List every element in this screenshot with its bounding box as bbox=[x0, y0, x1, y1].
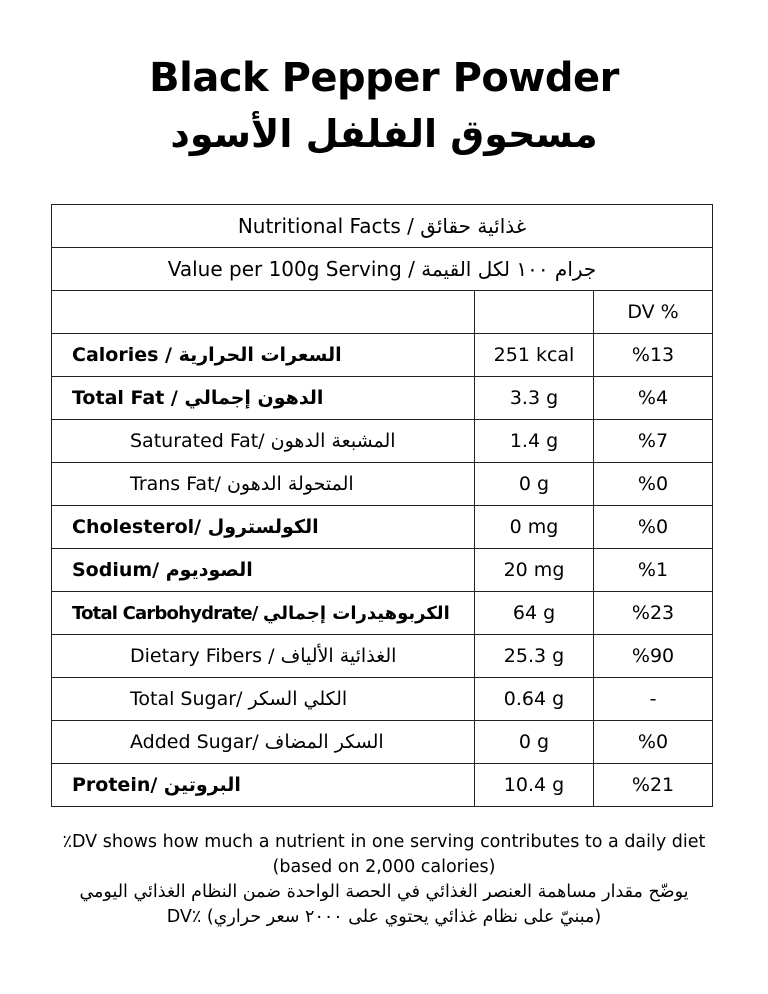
nutrient-value: 10.4 g bbox=[475, 764, 594, 807]
table-row bbox=[52, 377, 713, 420]
footer-line-ar-note: (مبنيّ على نظام غذائي يحتوي على ٢٠٠٠ سعر حراري) ٪DV bbox=[166, 907, 602, 927]
nutrient-value: 64 g bbox=[475, 592, 594, 635]
nutrient-dv: %4 bbox=[594, 377, 713, 420]
table-row bbox=[52, 764, 713, 807]
nutrient-name: Cholesterol/ الكولسترول bbox=[52, 506, 475, 549]
nutrient-value: 0 mg bbox=[475, 506, 594, 549]
footer-note bbox=[0, 830, 768, 930]
serving-row bbox=[52, 248, 713, 291]
table-row bbox=[52, 721, 713, 764]
nutrient-dv: %0 bbox=[594, 463, 713, 506]
table-heading-row bbox=[52, 205, 713, 248]
table-heading: Nutritional Facts / غذائية حقائق bbox=[52, 205, 713, 248]
nutrient-name: Added Sugar/ السكر المضاف bbox=[52, 721, 475, 764]
nutrient-name: Total Sugar/ الكلي السكر bbox=[52, 678, 475, 721]
table-row bbox=[52, 334, 713, 377]
title-english: Black Pepper Powder bbox=[149, 55, 619, 101]
footer-line-en: ٪DV shows how much a nutrient in one serving contributes to a daily diet bbox=[62, 832, 706, 852]
nutrient-name: Total Fat / الدهون إجمالي bbox=[52, 377, 475, 420]
nutrient-name: Saturated Fat/ المشبعة الدهون bbox=[52, 420, 475, 463]
nutrient-value: 25.3 g bbox=[475, 635, 594, 678]
nutrient-dv: %90 bbox=[594, 635, 713, 678]
nutrient-dv: %1 bbox=[594, 549, 713, 592]
serving-info: Value per 100g Serving / جرام ١٠٠ لكل القيمة bbox=[52, 248, 713, 291]
nutrient-value: 251 kcal bbox=[475, 334, 594, 377]
nutrient-dv: %7 bbox=[594, 420, 713, 463]
nutrient-name: Protein/ البروتين bbox=[52, 764, 475, 807]
table-row bbox=[52, 592, 713, 635]
header-empty-cell bbox=[475, 291, 594, 334]
table-row bbox=[52, 420, 713, 463]
nutrient-name: Sodium/ الصوديوم bbox=[52, 549, 475, 592]
dv-header: DV % bbox=[594, 291, 713, 334]
title-arabic: مسحوق الفلفل الأسود bbox=[170, 112, 598, 156]
nutrient-value: 0 g bbox=[475, 463, 594, 506]
nutrient-dv: %0 bbox=[594, 506, 713, 549]
nutrient-value: 0 g bbox=[475, 721, 594, 764]
header-empty-cell bbox=[52, 291, 475, 334]
nutrient-name: Total Carbohydrate/ الكربوهيدرات إجمالي bbox=[52, 592, 475, 635]
nutrition-table bbox=[51, 204, 713, 807]
nutrient-value: 0.64 g bbox=[475, 678, 594, 721]
table-row bbox=[52, 549, 713, 592]
nutrient-dv: %13 bbox=[594, 334, 713, 377]
table-row bbox=[52, 506, 713, 549]
nutrient-dv: - bbox=[594, 678, 713, 721]
table-row bbox=[52, 635, 713, 678]
nutrient-dv: %23 bbox=[594, 592, 713, 635]
footer-line-ar: يوضّح مقدار مساهمة العنصر الغذائي في الحصة الواحدة ضمن النظام الغذائي اليومي bbox=[79, 882, 689, 902]
nutrient-name: Trans Fat/ المتحولة الدهون bbox=[52, 463, 475, 506]
nutrient-name: Calories / السعرات الحرارية bbox=[52, 334, 475, 377]
footer-line-en-note: (based on 2,000 calories) bbox=[272, 857, 496, 877]
nutrient-value: 1.4 g bbox=[475, 420, 594, 463]
table-row bbox=[52, 463, 713, 506]
nutrient-value: 20 mg bbox=[475, 549, 594, 592]
table-row bbox=[52, 678, 713, 721]
column-header-row bbox=[52, 291, 713, 334]
nutrient-dv: %21 bbox=[594, 764, 713, 807]
nutrient-value: 3.3 g bbox=[475, 377, 594, 420]
nutrient-dv: %0 bbox=[594, 721, 713, 764]
nutrient-name: Dietary Fibers / الغذائية الألياف bbox=[52, 635, 475, 678]
